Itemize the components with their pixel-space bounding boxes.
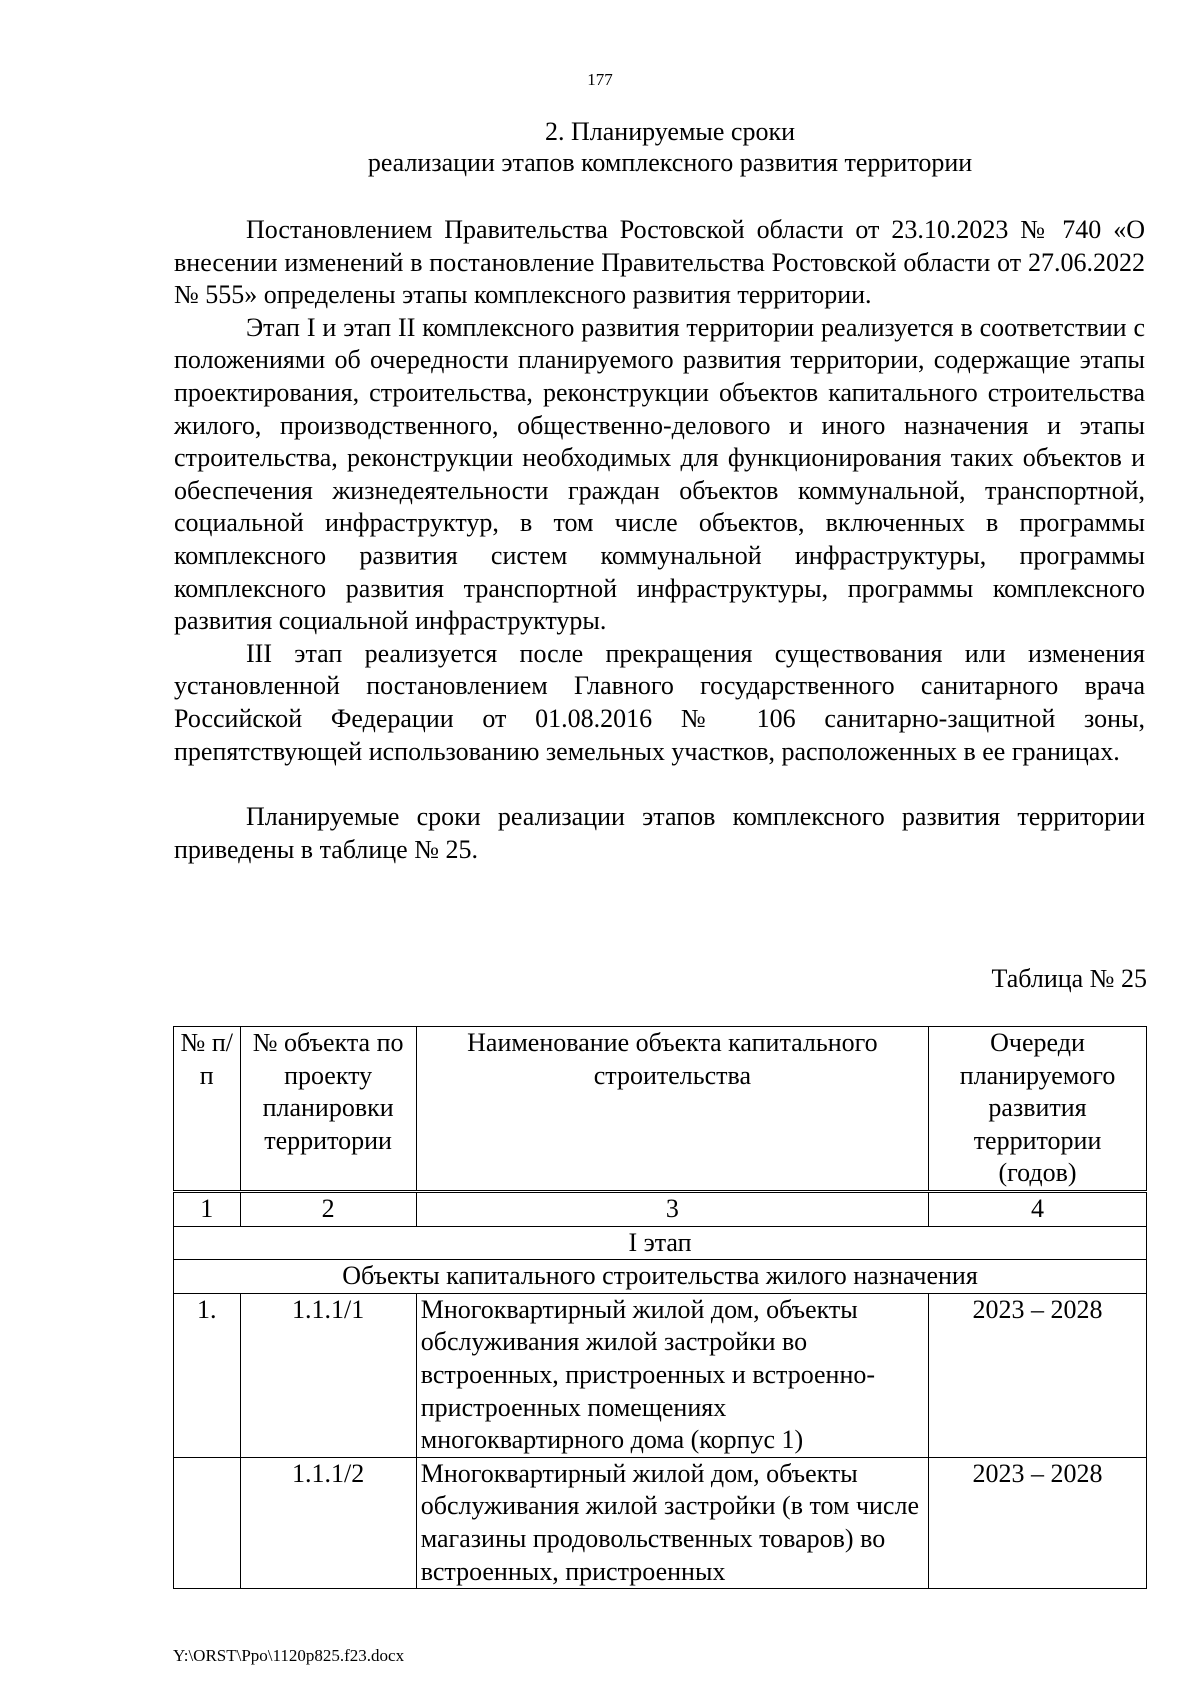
column-number: 3 — [416, 1191, 928, 1226]
stage-row — [174, 1226, 1147, 1260]
row-number: 1. — [174, 1293, 241, 1457]
header-object-number: № объекта по проекту планировки территории — [240, 1027, 416, 1192]
object-code: 1.1.1/1 — [240, 1293, 416, 1457]
paragraph-table-reference: Планируемые сроки реализации этапов комплексного развития территории приведены в таблице № 25. — [174, 802, 1145, 864]
paragraph-stages-1-2: Этап I и этап II комплексного развития территории реализуется в соответствии с положениями об очередности планируемого развития территории, содержащие этапы проектирования, строительства, реконструкции объектов капитального строительства жилого, производственного, общественно-делового и иного назначения и этапы строительства, реконструкции необходимых для функционирования таких объектов и обеспечения жизнедеятельности граждан объектов коммунальной, транспортной, социальной инфраструктур, в том числе объектов, включенных в программы комплексного развития систем коммунальной инфраструктуры, программы комплексного развития транспортной инфраструктуры, программы комплексного развития социальной инфраструктуры. — [174, 312, 1145, 636]
column-numbering-row — [174, 1191, 1147, 1226]
body-text — [174, 214, 1145, 866]
paragraph-decree: Постановлением Правительства Ростовской области от 23.10.2023 № 740 «О внесении изменений в постановление Правительства Ростовской области от 27.06.2022 № 555» определены этапы комплексного развития территории. — [174, 215, 1145, 310]
footer-file-path: Y:\ORST\Ppo\1120p825.f23.docx — [173, 1646, 405, 1665]
development-period: 2023 – 2028 — [929, 1293, 1147, 1457]
stage-label: I этап — [174, 1226, 1147, 1260]
section-title-line-1: 2. Планируемые сроки — [544, 117, 796, 146]
object-name: Многоквартирный жилой дом, объекты обслуживания жилой застройки во встроенных, пристроенных и встроенно-пристроенных помещениях многоквартирного дома (корпус 1) — [416, 1293, 928, 1457]
row-number — [174, 1457, 241, 1588]
group-row — [174, 1260, 1147, 1294]
object-code: 1.1.1/2 — [240, 1457, 416, 1588]
development-period: 2023 – 2028 — [929, 1457, 1147, 1588]
header-row-number: № п/п — [174, 1027, 241, 1192]
column-number: 2 — [240, 1191, 416, 1226]
paragraph-stage-3: III этап реализуется после прекращения существования или изменения установленной постановлением Главного государственного санитарного врача Российской Федерации от 01.08.2016 № 106 санитарно-защитной зоны, препятствующей использованию земельных участков, расположенных в ее границах. — [174, 638, 1145, 766]
group-label: Объекты капитального строительства жилого назначения — [174, 1260, 1147, 1294]
header-object-name: Наименование объекта капитального строительства — [416, 1027, 928, 1192]
section-title-line-2: реализации этапов комплексного развития территории — [367, 148, 973, 177]
column-number: 4 — [929, 1191, 1147, 1226]
table-header-row — [174, 1027, 1147, 1192]
section-title — [170, 116, 1170, 178]
table-row — [174, 1457, 1147, 1588]
table-caption: Таблица № 25 — [991, 964, 1147, 993]
object-name: Многоквартирный жилой дом, объекты обслуживания жилой застройки (в том числе магазины продовольственных товаров) во встроенных, пристроенных — [416, 1457, 928, 1588]
header-development-period: Очереди планируемого развития территории (годов) — [929, 1027, 1147, 1192]
column-number: 1 — [174, 1191, 241, 1226]
stages-table — [173, 1026, 1147, 1589]
table-row — [174, 1293, 1147, 1457]
page-number: 177 — [587, 70, 613, 89]
